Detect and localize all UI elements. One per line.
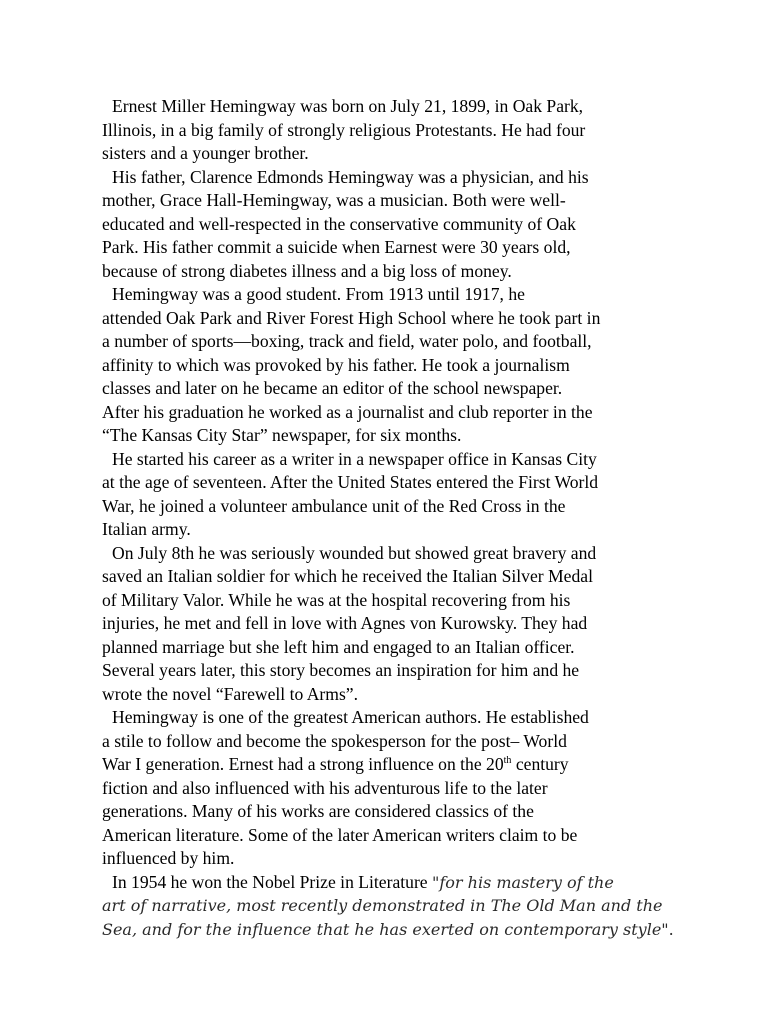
text-line: Several years later, this story becomes an inspiration for him and he <box>102 660 580 680</box>
superscript: th <box>503 755 512 766</box>
paragraph <box>92 283 692 448</box>
text-line: of Military Valor. While he was at the hospital recovering from his <box>102 589 571 610</box>
paragraph <box>92 166 692 284</box>
text-line: at the age of seventeen. After the United States entered the First World <box>102 472 599 492</box>
text-line: American literature. Some of the later American writers claim to be <box>102 824 578 845</box>
text-line: Hemingway is one of the greatest American authors. He established <box>112 707 589 727</box>
text-line: mother, Grace Hall-Hemingway, was a musician. Both were well- <box>102 190 566 210</box>
text-line: Illinois, in a big family of strongly religious Protestants. He had four <box>102 119 586 140</box>
text-line <box>92 753 692 777</box>
text-line: generations. Many of his works are considered classics of the <box>102 801 534 821</box>
text-fragment: . <box>668 919 674 939</box>
text-line: War, he joined a volunteer ambulance unit of the Red Cross in the <box>102 495 566 516</box>
text-line: a number of sports—boxing, track and field, water polo, and football, <box>102 331 592 351</box>
text-line: wrote the novel “Farewell to Arms”. <box>102 683 359 704</box>
text-line: planned marriage but she left him and engaged to an Italian officer. <box>102 636 575 657</box>
text-line <box>92 871 692 895</box>
text-line: “The Kansas City Star” newspaper, for six months. <box>102 425 462 445</box>
paragraph <box>92 706 692 871</box>
text-line: classes and later on he became an editor of the school newspaper. <box>102 378 563 398</box>
text-line: His father, Clarence Edmonds Hemingway was a physician, and his <box>112 166 589 187</box>
text-fragment: In 1954 he won the Nobel Prize in Literature <box>112 871 433 892</box>
text-line: a stile to follow and become the spokesperson for the post– World <box>102 730 567 751</box>
paragraph <box>92 871 692 942</box>
text-line <box>92 918 692 942</box>
document-page <box>92 95 692 941</box>
text-line: saved an Italian soldier for which he received the Italian Silver Medal <box>102 566 593 586</box>
text-line: fiction and also influenced with his adventurous life to the later <box>102 777 548 798</box>
text-line: After his graduation he worked as a journalist and club reporter in the <box>102 401 593 422</box>
text-line <box>92 894 692 918</box>
text-line: influenced by him. <box>102 848 235 868</box>
paragraph <box>92 448 692 542</box>
text-line: because of strong diabetes illness and a big loss of money. <box>102 260 512 281</box>
text-line: Italian army. <box>102 519 191 539</box>
text-fragment: century <box>511 754 569 774</box>
text-line: affinity to which was provoked by his father. He took a journalism <box>102 354 570 375</box>
nobel-citation-quote: "for his mastery of the <box>432 872 614 892</box>
text-line: Ernest Miller Hemingway was born on July 21, 1899, in Oak Park, <box>112 96 584 116</box>
nobel-citation-quote: Sea, and for the influence that he has exerted on contemporary style" <box>102 919 669 939</box>
text-line: injuries, he met and fell in love with Agnes von Kurowsky. They had <box>102 613 588 633</box>
text-line: On July 8th he was seriously wounded but showed great bravery and <box>112 542 597 563</box>
text-line: Hemingway was a good student. From 1913 until 1917, he <box>112 284 525 304</box>
text-line: Park. His father commit a suicide when Earnest were 30 years old, <box>102 237 571 257</box>
text-fragment: War I generation. Ernest had a strong influence on the 20 <box>102 754 504 774</box>
document-body <box>92 95 692 706</box>
text-line: sisters and a younger brother. <box>102 143 309 163</box>
text-line: attended Oak Park and River Forest High School where he took part in <box>102 307 601 328</box>
paragraph <box>92 542 692 707</box>
text-line: educated and well-respected in the conservative community of Oak <box>102 213 576 234</box>
text-line: He started his career as a writer in a newspaper office in Kansas City <box>112 448 597 469</box>
nobel-citation-quote: art of narrative, most recently demonstrated in The Old Man and the <box>102 896 663 915</box>
paragraph <box>92 95 692 166</box>
